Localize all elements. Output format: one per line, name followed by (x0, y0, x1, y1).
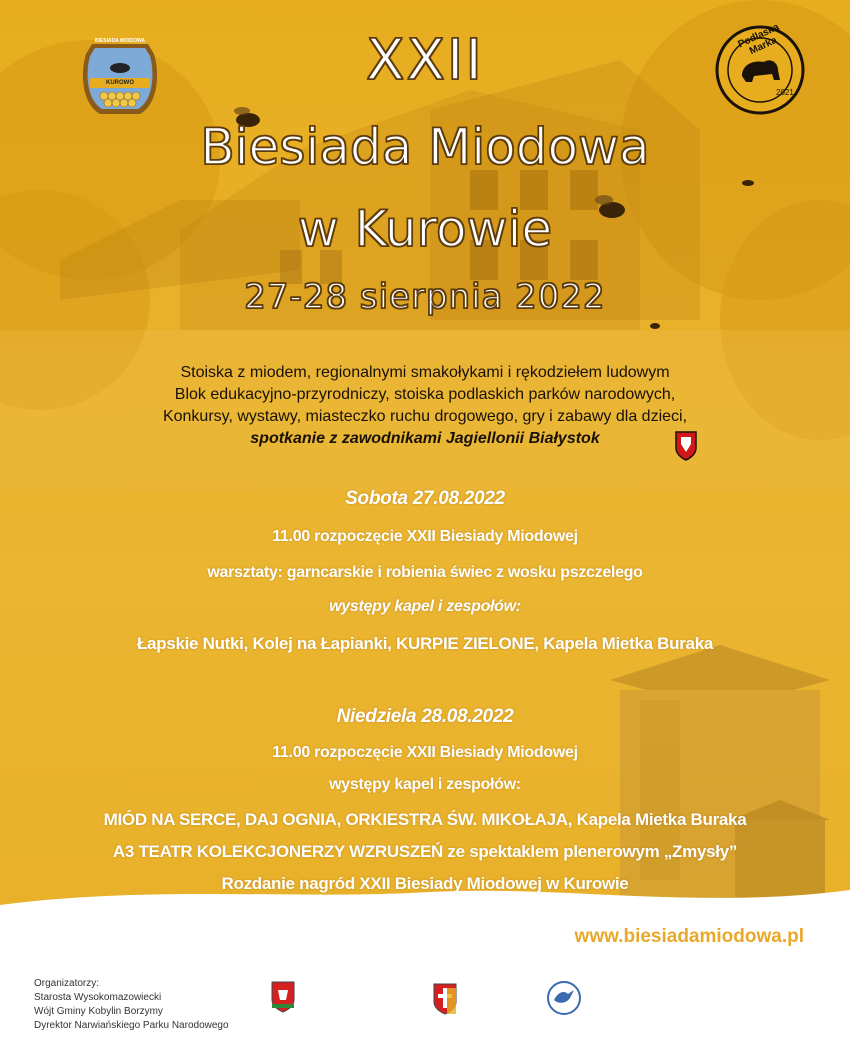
organizer-1: Starosta Wysokomazowiecki (34, 992, 162, 1003)
right-logo-text: Podlaska Marka (736, 21, 781, 58)
title-roman-numeral: XXII (366, 28, 484, 93)
sunday-line-3: MIÓD NA SERCE, DAJ OGNIA, ORKIESTRA ŚW. MIKOŁAJA, Kapela Mietka Buraka (103, 810, 747, 829)
saturday-line-3: występy kapel i zespołów: (329, 598, 521, 615)
description-line-2: Blok edukacyjno-przyrodniczy, stoiska podlaskich parków narodowych, (174, 386, 676, 403)
sunday-heading: Niedziela 28.08.2022 (336, 706, 514, 727)
description-line-4: spotkanie z zawodnikami Jagiellonii Białystok (250, 430, 600, 447)
gmina-crest-icon (432, 982, 458, 1016)
description-line-1: Stoiska z miodem, regionalnymi smakołykami i rękodziełem ludowym (180, 364, 670, 381)
organizer-3: Dyrektor Narwiańskiego Parku Narodowego (34, 1020, 229, 1031)
website-link[interactable]: www.biesiadamiodowa.pl (574, 926, 804, 947)
sunday-line-4: A3 TEATR KOLEKCJONERZY WZRUSZEŃ ze spektaklem plenerowym „Zmysły” (112, 842, 738, 861)
title-location: w Kurowie (297, 200, 553, 258)
sunday-line-1: 11.00 rozpoczęcie XXII Biesiady Miodowej (272, 744, 578, 761)
saturday-line-2: warsztaty: garncarskie i robienia świec z wosku pszczelego (207, 564, 643, 581)
saturday-line-1: 11.00 rozpoczęcie XXII Biesiady Miodowej (272, 528, 578, 545)
powiat-crest-icon (270, 980, 296, 1014)
left-logo-top-text: BIESIADA MIODOWA (94, 38, 146, 44)
saturday-line-4: Łapskie Nutki, Kolej na Łapianki, KURPIE ZIELONE, Kapela Mietka Buraka (136, 634, 714, 653)
title-dates: 27-28 sierpnia 2022 (244, 277, 606, 317)
narew-park-logo-icon (546, 980, 582, 1016)
left-logo-bottom-text: KUROWO (106, 80, 134, 86)
jagiellonia-shield-icon (674, 430, 698, 462)
sunday-line-2: występy kapel i zespołów: (329, 776, 521, 793)
saturday-heading: Sobota 27.08.2022 (345, 488, 505, 509)
organizers-label: Organizatorzy: (34, 978, 100, 989)
title-event-name: Biesiada Miodowa (200, 118, 650, 176)
sunday-line-5: Rozdanie nagród XXII Biesiady Miodowej w Kurowie (221, 874, 629, 893)
organizer-2: Wójt Gminy Kobylin Borzymy (34, 1006, 163, 1017)
description-line-3: Konkursy, wystawy, miasteczko ruchu drogowego, gry i zabawy dla dzieci, (162, 408, 688, 425)
right-logo-year: 2021 (776, 88, 794, 97)
